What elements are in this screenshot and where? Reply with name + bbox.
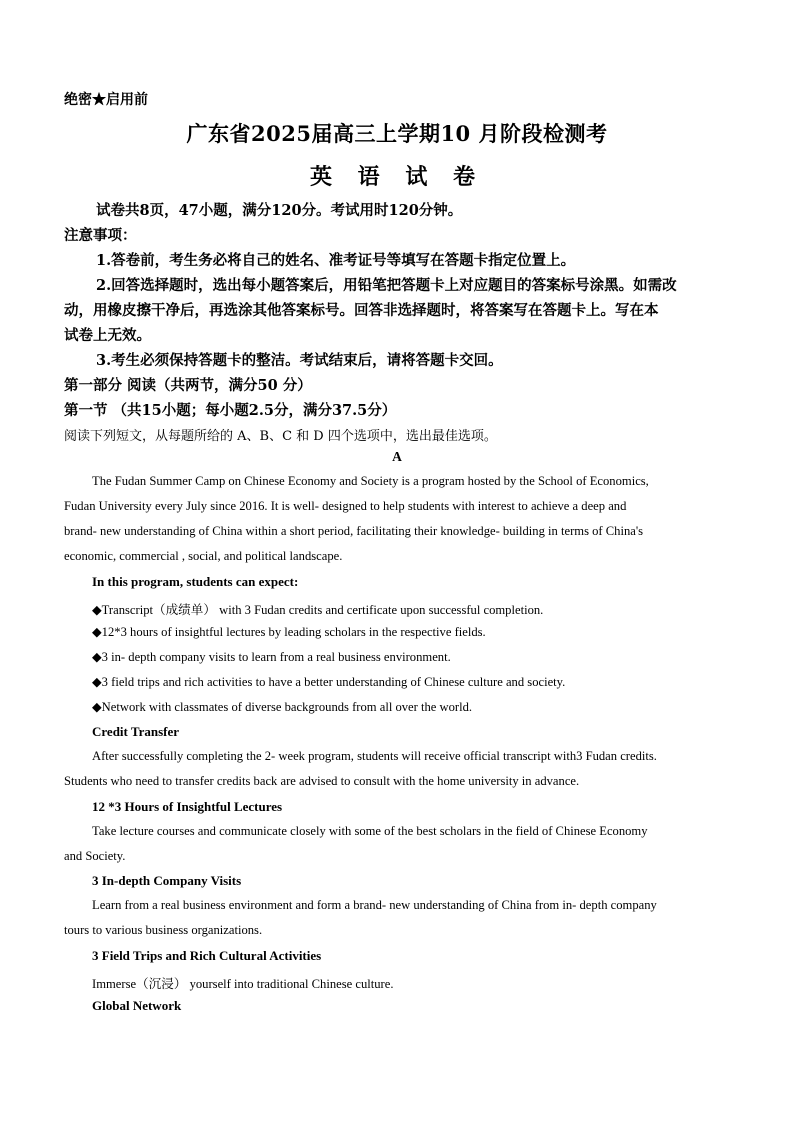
exam-info: 试卷共8页，47小题，满分120分。考试用时120分钟。 — [96, 202, 463, 219]
exam-subtitle: 英 语 试 卷 — [310, 164, 484, 190]
intro-line-4: economic, commercial , social, and political landscape. — [64, 549, 343, 563]
confidential-label: 绝密★启用前 — [64, 92, 148, 108]
bullet-item: ◆3 field trips and rich activities to have a better understanding of Chinese culture and society. — [92, 675, 566, 689]
bullet-item: ◆3 in- depth company visits to learn from a real business environment. — [92, 650, 451, 664]
lectures-line-2: and Society. — [64, 849, 126, 863]
note-item-2-line-1: 2.回答选择题时，选出每小题答案后，用铅笔把答题卡上对应题目的答案标号涂黑。如需改 — [96, 277, 677, 294]
network-heading: Global Network — [92, 998, 182, 1013]
trips-heading: 3 Field Trips and Rich Cultural Activities — [92, 948, 322, 963]
intro-line-3: brand- new understanding of China within a short period, facilitating their knowledge- building in terms of China's — [64, 524, 644, 538]
lectures-heading: 12 *3 Hours of Insightful Lectures — [92, 799, 283, 814]
expect-heading: In this program, students can expect: — [92, 574, 299, 589]
visits-line-2: tours to various business organizations. — [64, 923, 263, 937]
notes-heading: 注意事项： — [64, 227, 137, 244]
visits-heading: 3 In-depth Company Visits — [92, 873, 242, 888]
intro-line-2: Fudan University every July since 2016. It is well- designed to help students with interest to achieve a deep and — [64, 499, 627, 513]
note-item-2-line-3: 试卷上无效。 — [64, 327, 151, 344]
bullet-item: ◆Network with classmates of diverse backgrounds from all over the world. — [92, 700, 473, 714]
bullet-item: ◆Transcript（成绩单） with 3 Fudan credits and certificate upon successful completion. — [92, 603, 544, 617]
note-item-1: 1.答卷前，考生务必将自己的姓名、准考证号等填写在答题卡指定位置上。 — [96, 252, 576, 269]
note-item-3: 3.考生必须保持答题卡的整洁。考试结束后，请将答题卡交回。 — [96, 352, 503, 369]
intro-line-1: The Fudan Summer Camp on Chinese Economy and Society is a program hosted by the School of Economics, — [92, 474, 649, 488]
part1-heading: 第一部分 阅读（共两节，满分50 分） — [64, 377, 312, 394]
lectures-line-1: Take lecture courses and communicate closely with some of the best scholars in the field of Chinese Economy — [92, 824, 648, 838]
visits-line-1: Learn from a real business environment and form a brand- new understanding of China from in- depth company — [92, 898, 657, 912]
credit-line-2: Students who need to transfer credits back are advised to consult with the home university in advance. — [64, 774, 580, 788]
bullet-item: ◆12*3 hours of insightful lectures by leading scholars in the respective fields. — [92, 625, 486, 639]
reading-instruction: 阅读下列短文，从每题所给的 A、B、C 和 D 四个选项中，选出最佳选项。 — [64, 429, 497, 444]
note-item-2-line-2: 动，用橡皮擦干净后，再选涂其他答案标号。回答非选择题时，将答案写在答题卡上。写在本 — [64, 302, 659, 319]
exam-title: 广东省2025届高三上学期10 月阶段检测考 — [186, 121, 608, 146]
section1-heading: 第一节 （共15小题；每小题2.5分，满分37.5分） — [64, 402, 397, 419]
credit-line-1: After successfully completing the 2- week program, students will receive official transcript with3 Fudan credits. — [92, 749, 657, 763]
passage-label: A — [392, 449, 402, 464]
trips-line-1: Immerse（沉浸） yourself into traditional Chinese culture. — [92, 977, 394, 991]
credit-heading: Credit Transfer — [92, 724, 180, 739]
